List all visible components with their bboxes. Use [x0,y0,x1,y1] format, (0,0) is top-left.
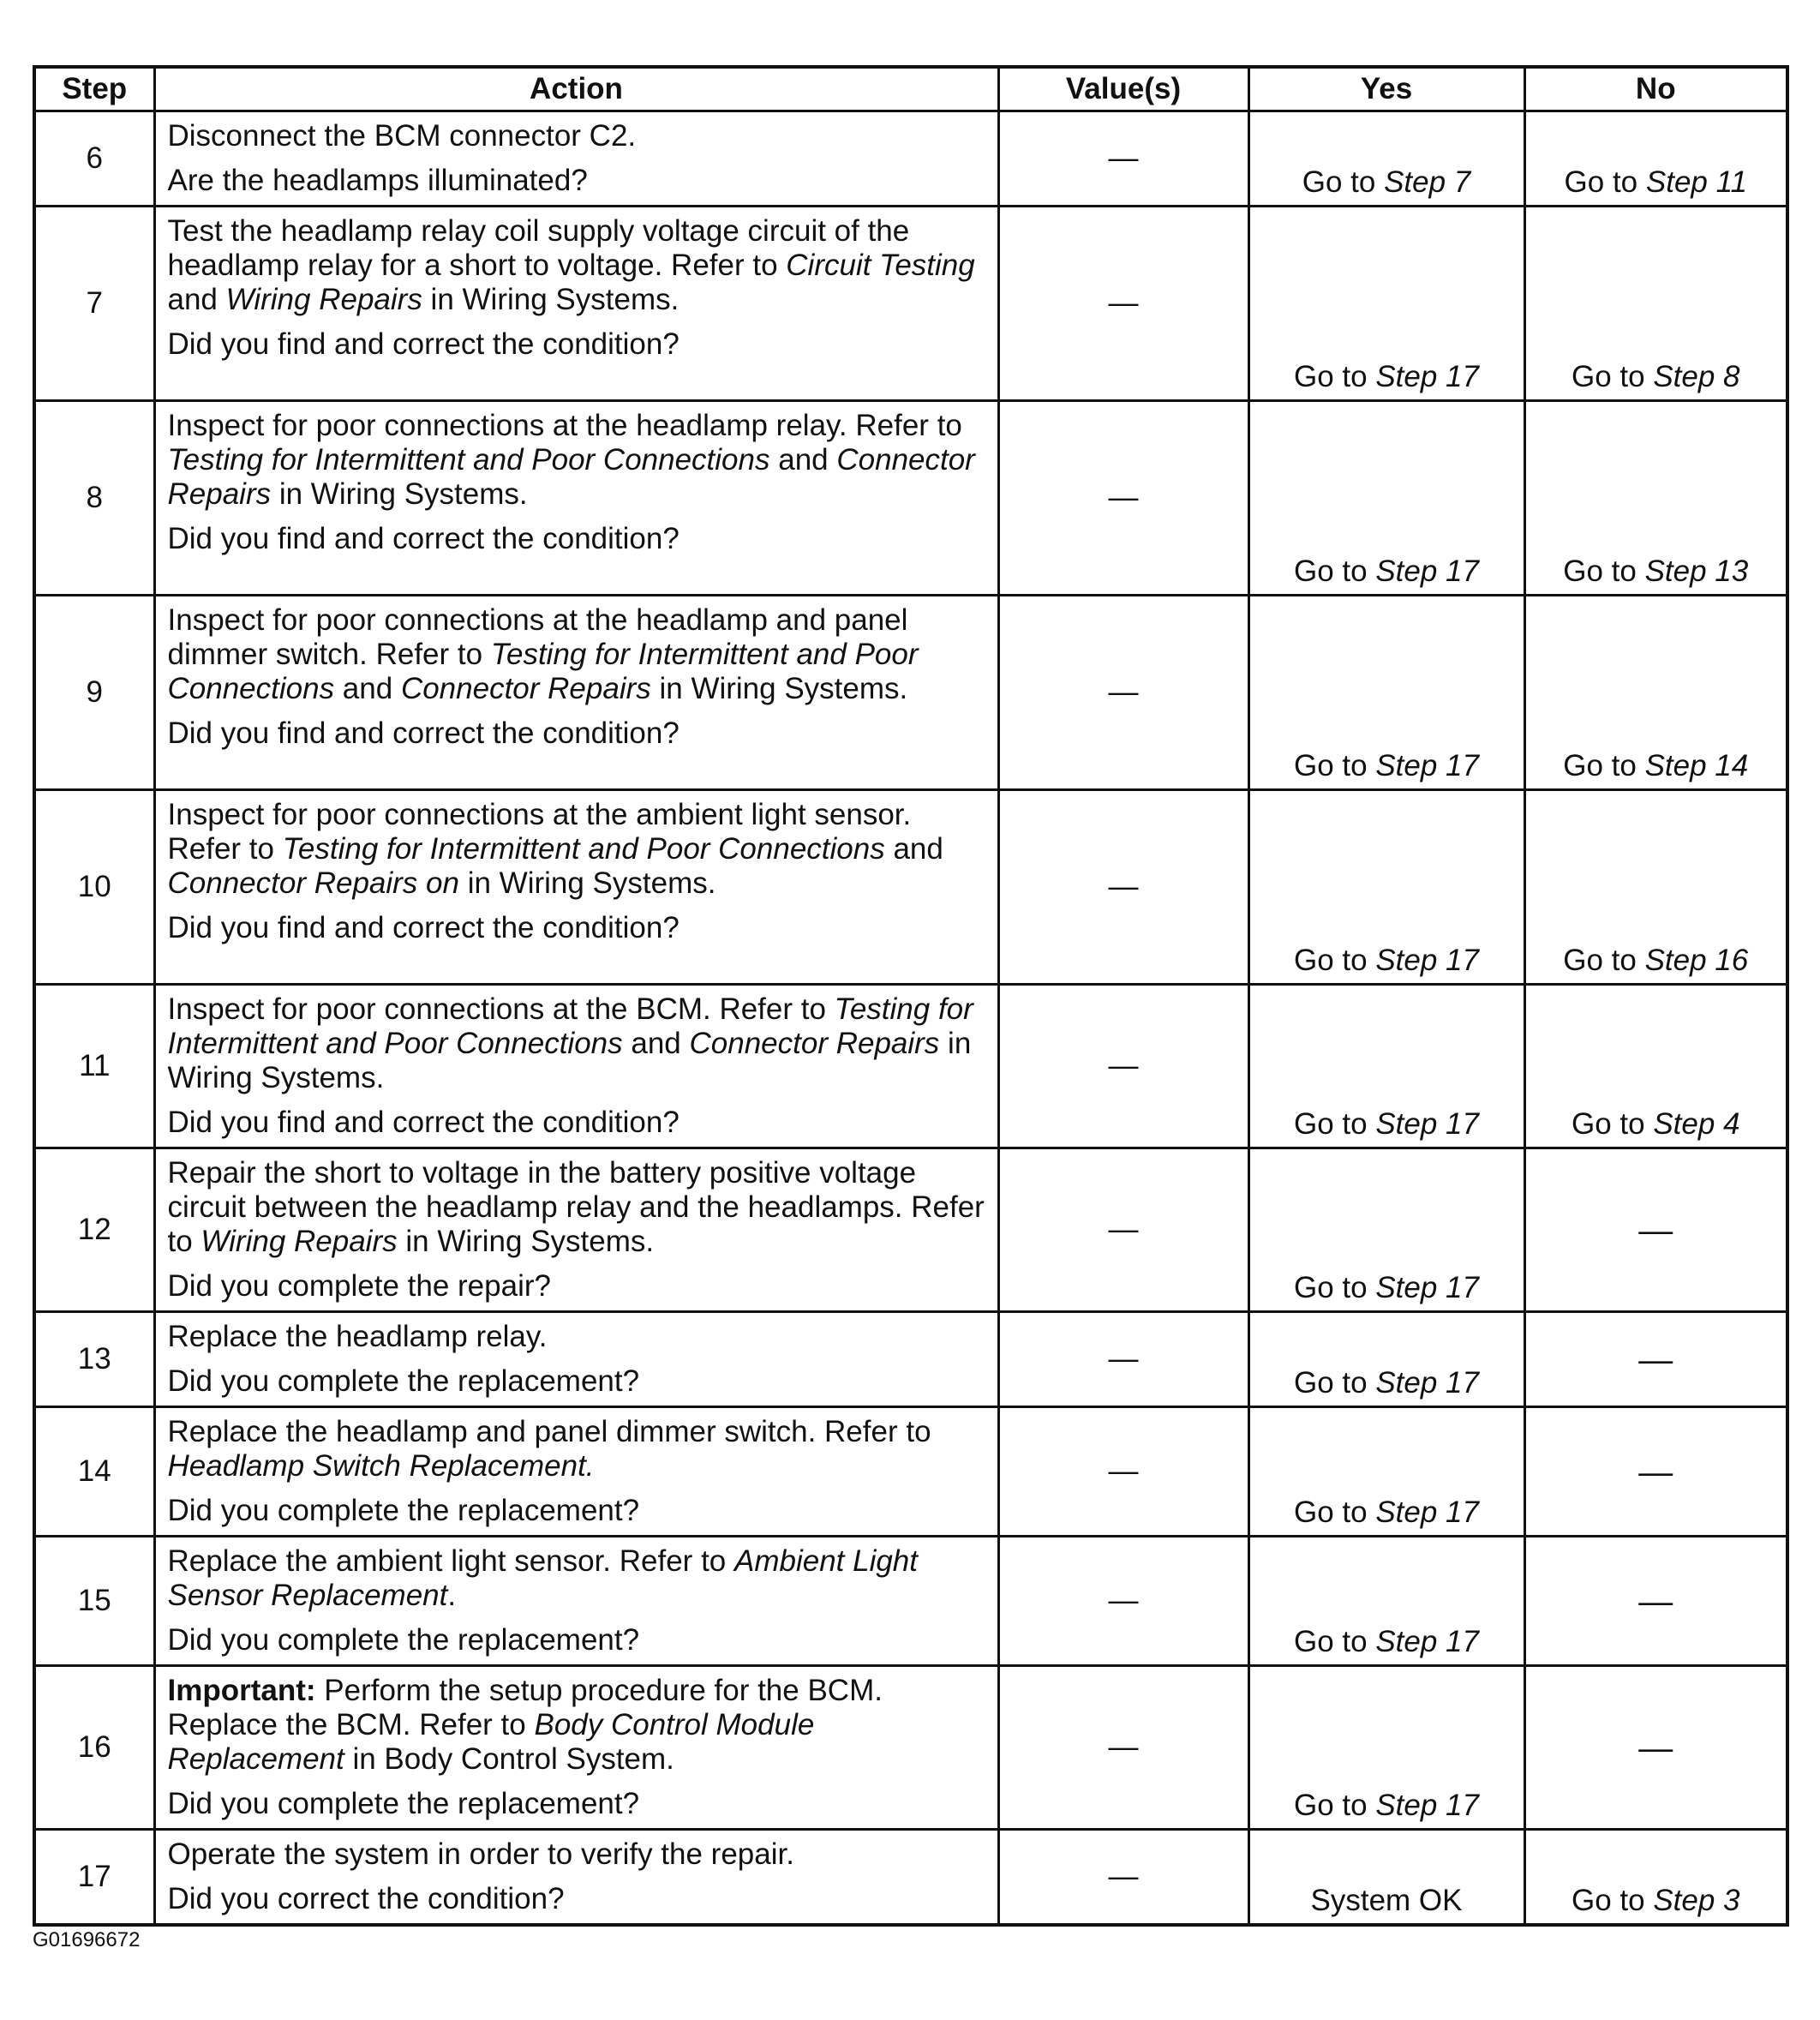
step-reference: Step 17 [1375,1271,1479,1304]
no-outcome: — [1524,1148,1787,1312]
no-outcome: — [1524,1666,1787,1830]
action-cell [154,207,998,401]
step-number: 17 [34,1830,154,1926]
step-number: 13 [34,1312,154,1407]
goto-text: Go to [1571,1884,1654,1917]
yes-outcome [1248,790,1524,985]
value-cell: — [998,1148,1248,1312]
action-paragraph [168,1674,985,1708]
action-text: Replace the headlamp and panel dimmer switch. Refer to [167,1415,931,1448]
action-paragraph [168,1837,985,1872]
action-cell [154,1312,998,1407]
action-question: Did you correct the condition? [167,1882,565,1915]
header-action: Action [154,67,998,111]
action-question: Did you find and correct the condition? [167,327,680,361]
header-row [34,67,1787,111]
reference-text: Connector Repairs [167,443,975,511]
action-question: Did you complete the replacement? [167,1364,640,1398]
action-text: in Body Control System. [344,1742,674,1776]
step-reference: Step 17 [1375,1789,1479,1822]
step-reference: Step 17 [1375,554,1479,588]
yes-outcome [1248,111,1524,207]
action-text: and [622,1027,690,1060]
action-question: Are the headlamps illuminated? [167,164,588,197]
header-values: Value(s) [998,67,1248,111]
header-no: No [1524,67,1787,111]
value-cell: — [998,207,1248,401]
action-paragraph [168,1708,985,1777]
table-row [34,1148,1787,1312]
step-reference: Step 14 [1644,749,1749,782]
action-paragraph [168,603,985,706]
action-paragraph [168,1415,985,1484]
value-cell: — [998,790,1248,985]
no-outcome [1524,111,1787,207]
action-paragraph [168,798,985,901]
action-question: Did you find and correct the condition? [167,522,680,555]
value-cell: — [998,1830,1248,1926]
action-cell [154,1537,998,1666]
action-question: Did you find and correct the condition? [167,911,680,944]
goto-text: Go to [1294,360,1376,393]
goto-text: Go to [1294,554,1376,588]
action-text: Test the headlamp relay coil supply voltage circuit of the headlamp relay for a short to voltage. Refer to [167,214,910,282]
action-text: Inspect for poor connections at the headlamp relay. Refer to [167,409,962,442]
yes-outcome [1248,1312,1524,1407]
action-text: Replace the BCM. Refer to [167,1708,535,1741]
step-reference: Step 3 [1653,1884,1740,1917]
action-text: in Wiring Systems. [397,1225,655,1258]
step-number: 11 [34,985,154,1148]
table-row [34,985,1787,1148]
reference-text: Connector Repairs on [167,866,459,900]
goto-text: Go to [1571,1107,1654,1141]
step-reference: Step 16 [1644,944,1749,977]
table-row [34,401,1787,596]
step-reference: Step 13 [1644,554,1749,588]
yes-outcome [1248,1666,1524,1830]
goto-text: Go to [1563,554,1645,588]
no-outcome [1524,1830,1787,1926]
action-text: Inspect for poor connections at the ambient light sensor. Refer to [167,798,912,866]
action-question: Did you find and correct the condition? [167,716,680,750]
yes-outcome [1248,401,1524,596]
goto-text: Go to [1294,1496,1376,1529]
goto-text: Go to [1294,1366,1376,1400]
step-reference: Step 4 [1653,1107,1740,1141]
action-cell [154,1148,998,1312]
reference-text: Wiring Repairs [225,283,422,316]
reference-text: Ambient Light Sensor Replacement [167,1544,919,1612]
table-row [34,1537,1787,1666]
important-label: Important: [167,1674,316,1707]
action-text: Inspect for poor connections at the headlamp and panel dimmer switch. Refer to [167,603,908,671]
step-reference: Step 17 [1375,1107,1479,1141]
no-outcome [1524,401,1787,596]
action-text: Repair the short to voltage in the battery positive voltage circuit between the headlamp relay and the headlamps. Refer to [167,1156,985,1258]
goto-text: Go to [1294,1625,1376,1658]
goto-text: Go to [1294,944,1376,977]
table-row [34,596,1787,790]
yes-outcome: System OK [1248,1830,1524,1926]
yes-outcome [1248,1537,1524,1666]
step-reference: Step 17 [1375,360,1479,393]
header-step: Step [34,67,154,111]
reference-text: Testing for Intermittent and Poor Connections [282,832,885,866]
goto-text: Go to [1563,944,1645,977]
action-cell [154,1830,998,1926]
goto-text: Go to [1571,360,1654,393]
figure-id: G01696672 [33,1928,141,1951]
table-row [34,111,1787,207]
value-cell: — [998,985,1248,1148]
action-paragraph [168,214,985,317]
action-cell [154,401,998,596]
action-cell [154,1666,998,1830]
value-cell: — [998,1666,1248,1830]
no-outcome [1524,207,1787,401]
step-number: 8 [34,401,154,596]
goto-text: Go to [1294,1789,1376,1822]
table-row [34,207,1787,401]
action-text: Inspect for poor connections at the BCM. Refer to [167,992,835,1026]
action-text: in Wiring Systems. [167,1027,972,1094]
action-text: and [884,832,943,866]
goto-text: Go to [1564,165,1646,199]
goto-text: Go to [1563,749,1645,782]
reference-text: Circuit Testing [786,249,975,282]
reference-text: Wiring Repairs [201,1225,398,1258]
action-text: and [769,443,837,477]
step-number: 15 [34,1537,154,1666]
action-text: Disconnect the BCM connector C2. [167,119,637,153]
value-cell: — [998,401,1248,596]
table-row [34,1407,1787,1537]
step-reference: Step 17 [1375,1625,1479,1658]
step-number: 9 [34,596,154,790]
value-cell: — [998,1312,1248,1407]
action-text: Replace the ambient light sensor. Refer to [167,1544,734,1578]
reference-text: Testing for Intermittent and Poor Connections [167,443,770,477]
goto-text: Go to [1294,749,1376,782]
step-reference: Step 8 [1653,360,1740,393]
table-body [34,111,1787,1926]
reference-text: Body Control Module Replacement [167,1708,815,1776]
reference-text: Connector Repairs [689,1027,940,1060]
action-text: . [447,1579,457,1612]
action-text: in Wiring Systems. [458,866,716,900]
action-text: Perform the setup procedure for the BCM. [315,1674,883,1707]
value-cell: — [998,1407,1248,1537]
action-paragraph [168,409,985,512]
step-reference: Step 7 [1384,165,1471,199]
action-text: and [334,672,401,705]
step-number: 12 [34,1148,154,1312]
table-row [34,1312,1787,1407]
action-question: Did you complete the replacement? [167,1787,640,1820]
action-text: Operate the system in order to verify the repair. [167,1837,794,1871]
step-reference: Step 17 [1375,1496,1479,1529]
goto-text: Go to [1294,1107,1376,1141]
step-number: 14 [34,1407,154,1537]
reference-text: Testing for Intermittent and Poor Connections [167,638,919,705]
table-row [34,1666,1787,1830]
action-question: Did you find and correct the condition? [167,1106,680,1139]
action-paragraph [168,119,985,153]
action-cell [154,985,998,1148]
yes-outcome [1248,1148,1524,1312]
reference-text: Connector Repairs [400,672,651,705]
action-question: Did you complete the replacement? [167,1494,640,1527]
action-question: Did you complete the repair? [167,1269,551,1303]
header-yes: Yes [1248,67,1524,111]
action-text: in Wiring Systems. [271,477,528,511]
table-row [34,1830,1787,1926]
reference-text: Headlamp Switch Replacement. [167,1449,595,1483]
no-outcome [1524,596,1787,790]
no-outcome: — [1524,1312,1787,1407]
step-number: 10 [34,790,154,985]
action-question: Did you complete the replacement? [167,1623,640,1657]
reference-text: Testing for Intermittent and Poor Connections [167,992,973,1060]
value-cell: — [998,596,1248,790]
action-cell [154,1407,998,1537]
step-number: 6 [34,111,154,207]
no-outcome [1524,790,1787,985]
step-reference: Step 17 [1375,749,1479,782]
action-text: Replace the headlamp relay. [167,1320,548,1353]
step-reference: Step 17 [1375,944,1479,977]
action-cell [154,111,998,207]
value-cell: — [998,1537,1248,1666]
action-paragraph [168,992,985,1095]
goto-text: Go to [1294,1271,1376,1304]
no-outcome: — [1524,1537,1787,1666]
step-number: 7 [34,207,154,401]
action-paragraph [168,1156,985,1259]
step-reference: Step 11 [1645,165,1747,199]
action-text: and [167,283,226,316]
action-text: in Wiring Systems. [422,283,680,316]
diagnostic-steps-table [33,65,1789,1927]
action-paragraph [168,1544,985,1613]
no-outcome: — [1524,1407,1787,1537]
table-row [34,790,1787,985]
action-cell [154,596,998,790]
goto-text: Go to [1302,165,1385,199]
action-paragraph [168,1320,985,1354]
yes-outcome [1248,985,1524,1148]
yes-outcome [1248,207,1524,401]
yes-outcome [1248,596,1524,790]
yes-outcome [1248,1407,1524,1537]
action-text: in Wiring Systems. [650,672,908,705]
step-reference: Step 17 [1375,1366,1479,1400]
no-outcome [1524,985,1787,1148]
value-cell: — [998,111,1248,207]
step-number: 16 [34,1666,154,1830]
action-cell [154,790,998,985]
